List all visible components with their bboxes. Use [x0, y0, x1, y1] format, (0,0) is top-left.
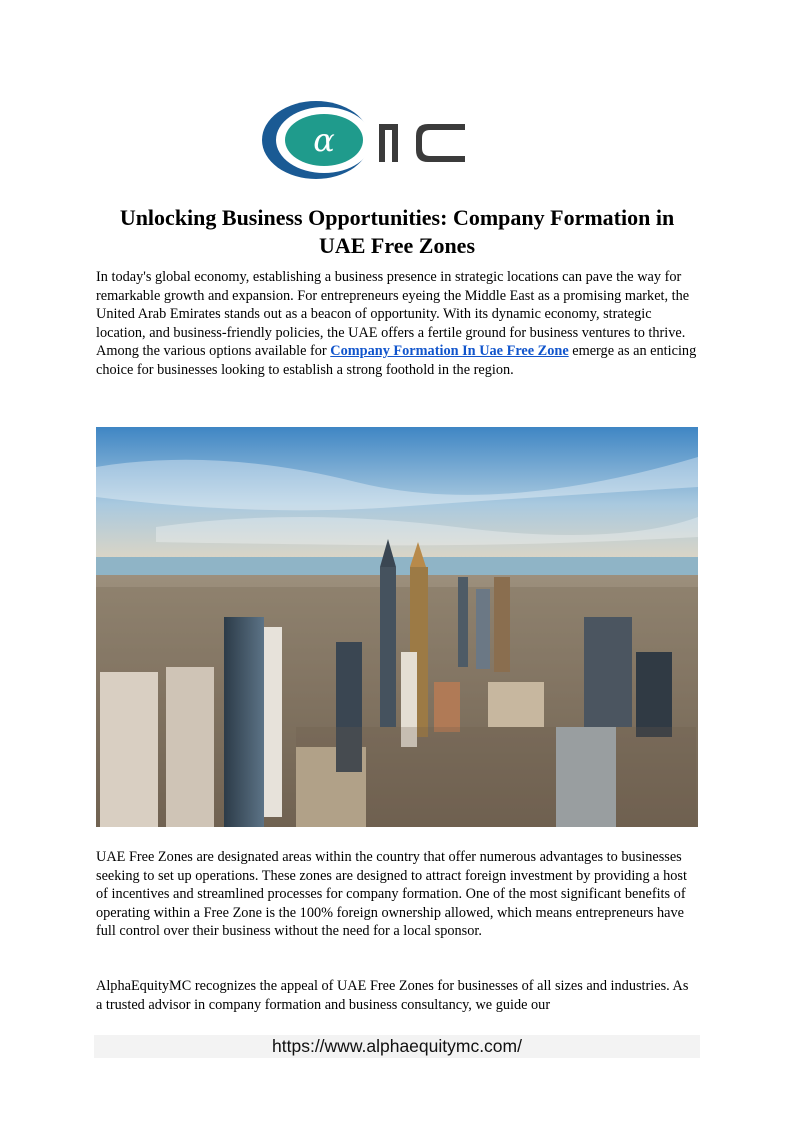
intro-text-after: emerge as an enticing choice for businesses looking to establish a strong foothold in the region. [96, 343, 697, 378]
footer-bar [94, 1035, 700, 1058]
dubai-skyline-photo [96, 427, 698, 827]
intro-text-before: In today's global economy, establishing a business presence in strategic locations can pave the way for remarkable growth and expansion. For entrepreneurs eyeing the Middle East as a promising market, the United Arab Emirates stands out as a beacon of opportunity. With its dynamic economy, strategic location, and business-friendly policies, the UAE offers a fertile ground for business ventures to thrive. Among the various options available for [96, 269, 690, 360]
free-zones-paragraph: UAE Free Zones are designated areas within the country that offer numerous advantages to businesses seeking to set up operations. These zones are designed to attract foreign investment by providing a host of incentives and streamlined processes for company formation. One of the most significant benefits of operating within a Free Zone is the 100% foreign ownership allowed, which means entrepreneurs have full control over their business without the need for a local sponsor. [96, 849, 687, 940]
alphaequity-paragraph: AlphaEquityMC recognizes the appeal of UAE Free Zones for businesses of all sizes and industries. As a trusted advisor in company formation and business consultancy, we guide our [96, 978, 689, 1013]
company-logo [258, 96, 474, 186]
logo-alpha-glyph: α [313, 121, 335, 159]
page-title: Unlocking Business Opportunities: Company Formation in UAE Free Zones [119, 205, 675, 258]
intro-paragraph [96, 268, 698, 380]
company-formation-link[interactable]: Company Formation In Uae Free Zone [330, 343, 569, 360]
logo-letters-mc [379, 124, 465, 162]
footer-url[interactable]: https://www.alphaequitymc.com/ [272, 1036, 522, 1056]
